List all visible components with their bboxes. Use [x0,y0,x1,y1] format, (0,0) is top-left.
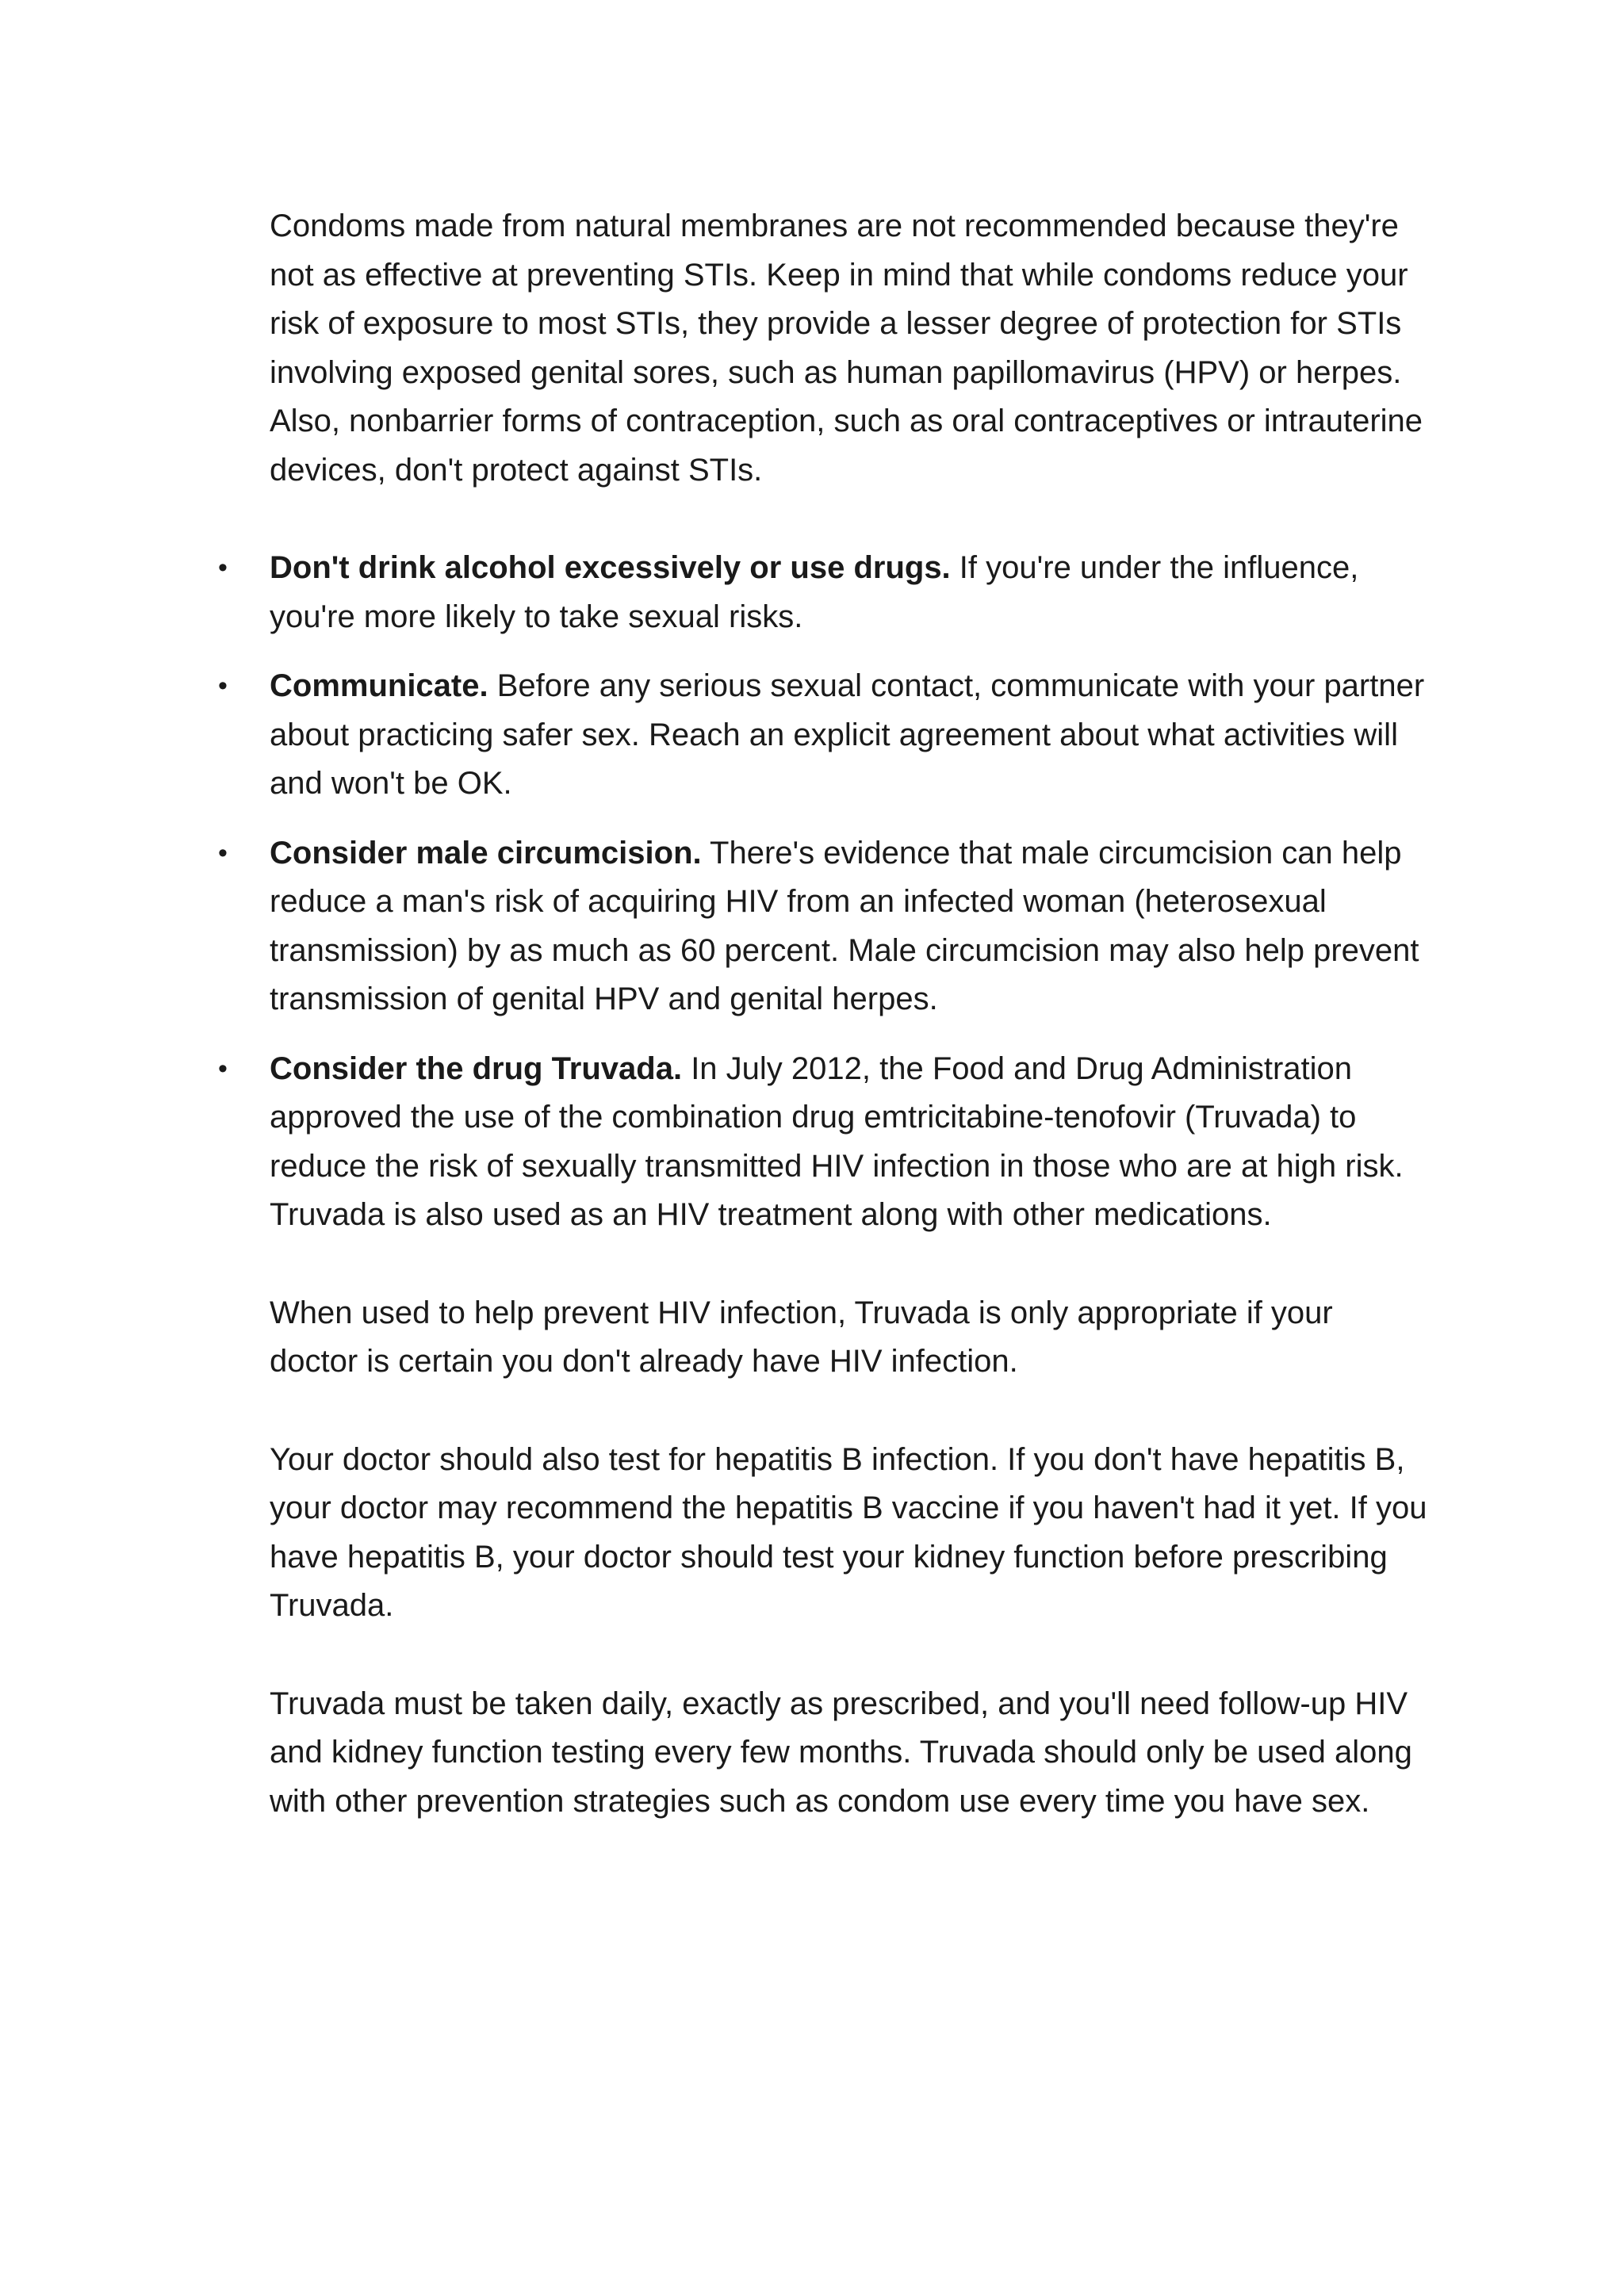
bullet-paragraph [270,544,1427,641]
truvada-hiv-paragraph: When used to help prevent HIV infection, Truvada is only appropriate if your doctor is certain you don't already have HIV infection. [270,1295,1333,1379]
bullet-icon: • [218,553,228,583]
bullet-paragraph [270,829,1427,1024]
list-item-truvada [218,1045,1427,1827]
bullet-icon: • [218,671,228,701]
truvada-daily-paragraph: Truvada must be taken daily, exactly as prescribed, and you'll need follow-up HIV and kidney function testing every few months. Truvada should only be used along with other prevention strategies such as condom use every time you have sex. [270,1686,1412,1819]
bullet-lead: Consider male circumcision. [270,835,702,871]
document-body [218,202,1427,1846]
bullet-icon: • [218,837,228,868]
list-item-circumcision [218,829,1427,1024]
intro-paragraph: Condoms made from natural membranes are not recommended because they're not as effective at preventing STIs. Keep in mind that while condoms reduce your risk of exposure to most STIs, they provide a lesser degree of protection for STIs involving exposed genital sores, such as human papillomavirus (HPV) or herpes. Also, nonbarrier forms of contraception, such as oral contraceptives or intrauterine devices, don't protect against STIs. [270,209,1423,488]
bullet-text: There's evidence that male circumcision can help reduce a man's risk of acquiring HIV from an infected woman (heterosexual transmission) by as much as 60 percent. Male circumcision may also help prevent transmission of genital HPV and genital herpes. [270,835,1419,1016]
bullet-icon: • [218,1053,228,1084]
bullet-lead: Communicate. [270,668,488,703]
bullet-paragraph [270,662,1427,809]
bullet-lead: Consider the drug Truvada. [270,1050,683,1086]
bullet-text: Before any serious sexual contact, communicate with your partner about practicing safer sex. Reach an explicit agreement about what activities will and won't be OK. [270,668,1425,801]
truvada-hepatitis-paragraph: Your doctor should also test for hepatitis B infection. If you don't have hepatitis B, your doctor may recommend the hepatitis B vaccine if you haven't had it yet. If you have hepatitis B, your doctor should test your kidney function before prescribing Truvada. [270,1441,1427,1623]
bullet-text: In July 2012, the Food and Drug Administration approved the use of the combination drug emtricitabine-tenofovir (Truvada) to reduce the risk of sexually transmitted HIV infection in those who are at high risk. Truvada is also used as an HIV treatment along with other medications. [270,1050,1404,1232]
bullet-list [218,544,1427,1826]
bullet-text: If you're under the influence, you're more likely to take sexual risks. [270,550,1359,634]
bullet-paragraph [270,1045,1427,1240]
bullet-lead: Don't drink alcohol excessively or use drugs. [270,550,951,585]
list-item-alcohol-drugs [218,544,1427,641]
list-item-communicate [218,662,1427,809]
